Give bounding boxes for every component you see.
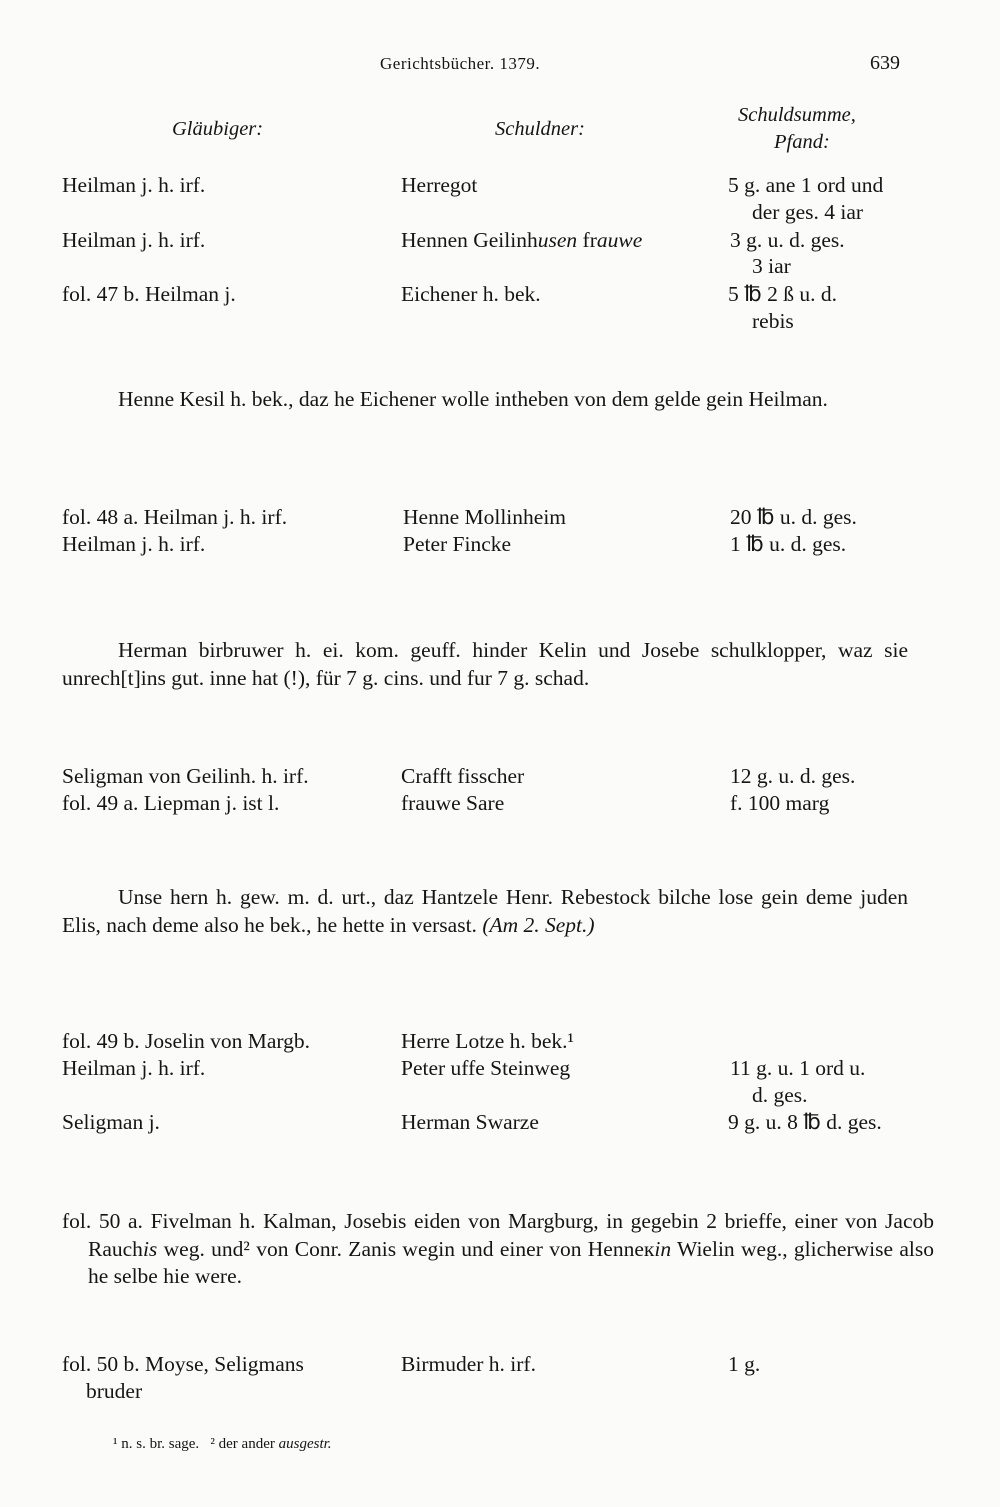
entry-sum: 11 g. u. 1 ord u. [730, 1056, 866, 1080]
column-heading-debtor: Schuldner: [495, 118, 585, 140]
entry-debtor: frauwe Sare [401, 791, 505, 815]
entry-creditor-cont: bruder [86, 1379, 143, 1403]
entry-debtor: Herre Lotze h. bek.¹ [401, 1029, 574, 1053]
entry-creditor: fol. 48 a. Heilman j. h. irf. [62, 505, 288, 529]
entry-sum: 5 g. ane 1 ord und [728, 173, 884, 197]
entry-sum-cont: rebis [752, 309, 794, 333]
entry-debtor: Birmuder h. irf. [401, 1352, 536, 1376]
paragraph: Herman birbruwer h. ei. kom. geuff. hinder Kelin und Josebe schulklopper, waz sie unrech[t]ins gut. inne hat (!), für 7 g. cins. und fur 7 g. schad. [62, 638, 908, 690]
entry-sum: 3 g. u. d. ges. [730, 228, 845, 252]
entry-debtor: Peter uffe Steinweg [401, 1056, 571, 1080]
entry-sum: 1 ℔ u. d. ges. [730, 532, 847, 556]
entry-debtor: Herregot [401, 173, 478, 197]
column-heading-sum: Schuldsumme, [738, 104, 856, 126]
running-title: Gerichtsbücher. 1379. [380, 54, 541, 73]
entry-sum: f. 100 marg [730, 791, 830, 815]
entry-creditor: Heilman j. h. irf. [62, 1056, 206, 1080]
entry-creditor: Seligman j. [62, 1110, 160, 1134]
entry-sum-cont: d. ges. [752, 1083, 808, 1107]
entry-creditor: Seligman von Geilinh. h. irf. [62, 764, 309, 788]
entry-creditor: fol. 49 b. Joselin von Margb. [62, 1029, 311, 1053]
column-heading-creditor: Gläubiger: [172, 118, 264, 140]
paragraph: Unse hern h. gew. m. d. urt., daz Hantzele Henr. Rebestock bilche lose gein deme juden Elis, nach deme also he bek., he hette in versast. (Am 2. Sept.) [62, 885, 908, 937]
entry-debtor: Herman Swarze [401, 1110, 539, 1134]
date-note: (Am 2. Sept.) [482, 912, 595, 937]
entry-sum-cont: 3 iar [752, 254, 791, 278]
entry-sum-cont: der ges. 4 iar [752, 200, 864, 224]
entry-debtor: Crafft fisscher [401, 764, 525, 788]
entry-creditor: fol. 49 a. Liepman j. ist l. [62, 791, 280, 815]
entry-sum: 5 ℔ 2 ß u. d. [728, 282, 837, 306]
column-heading-pledge: Pfand: [774, 131, 830, 153]
entry-debtor: Henne Mollinheim [403, 505, 567, 529]
paragraph: Henne Kesil h. bek., daz he Eichener wolle intheben von dem gelde gein Heilman. [118, 387, 828, 411]
paragraph: fol. 50 a. Fivelman h. Kalman, Josebis eiden von Margburg, in gegebin 2 brieffe, einer von Jacob Rauchis weg. und² von Conr. Zanis wegin und einer von Henneкin Wielin weg., glicherwise also he selbe hie were. [62, 1209, 934, 1288]
entry-sum: 12 g. u. d. ges. [730, 764, 856, 788]
entry-sum: 1 g. [728, 1352, 761, 1376]
entry-creditor: Heilman j. h. irf. [62, 228, 206, 252]
footnotes: ¹ n. s. br. sage. ² der ander ausgestr. [113, 1436, 332, 1452]
entry-creditor: Heilman j. h. irf. [62, 532, 206, 556]
entry-debtor: Peter Fincke [403, 532, 512, 556]
entry-sum: 9 g. u. 8 ℔ d. ges. [728, 1110, 882, 1134]
footnote-2: ² der ander [210, 1436, 279, 1452]
entry-creditor: fol. 50 b. Moyse, Seligmans [62, 1352, 304, 1376]
entry-creditor: fol. 47 b. Heilman j. [62, 282, 236, 306]
page-number: 639 [870, 52, 900, 74]
entry-debtor: Eichener h. bek. [401, 282, 541, 306]
footnote-1: ¹ n. s. br. sage. [113, 1436, 200, 1452]
entry-creditor: Heilman j. h. irf. [62, 173, 206, 197]
entry-sum: 20 ℔ u. d. ges. [730, 505, 857, 529]
entry-debtor: Hennen Geilinhusen frauwe [401, 228, 643, 252]
